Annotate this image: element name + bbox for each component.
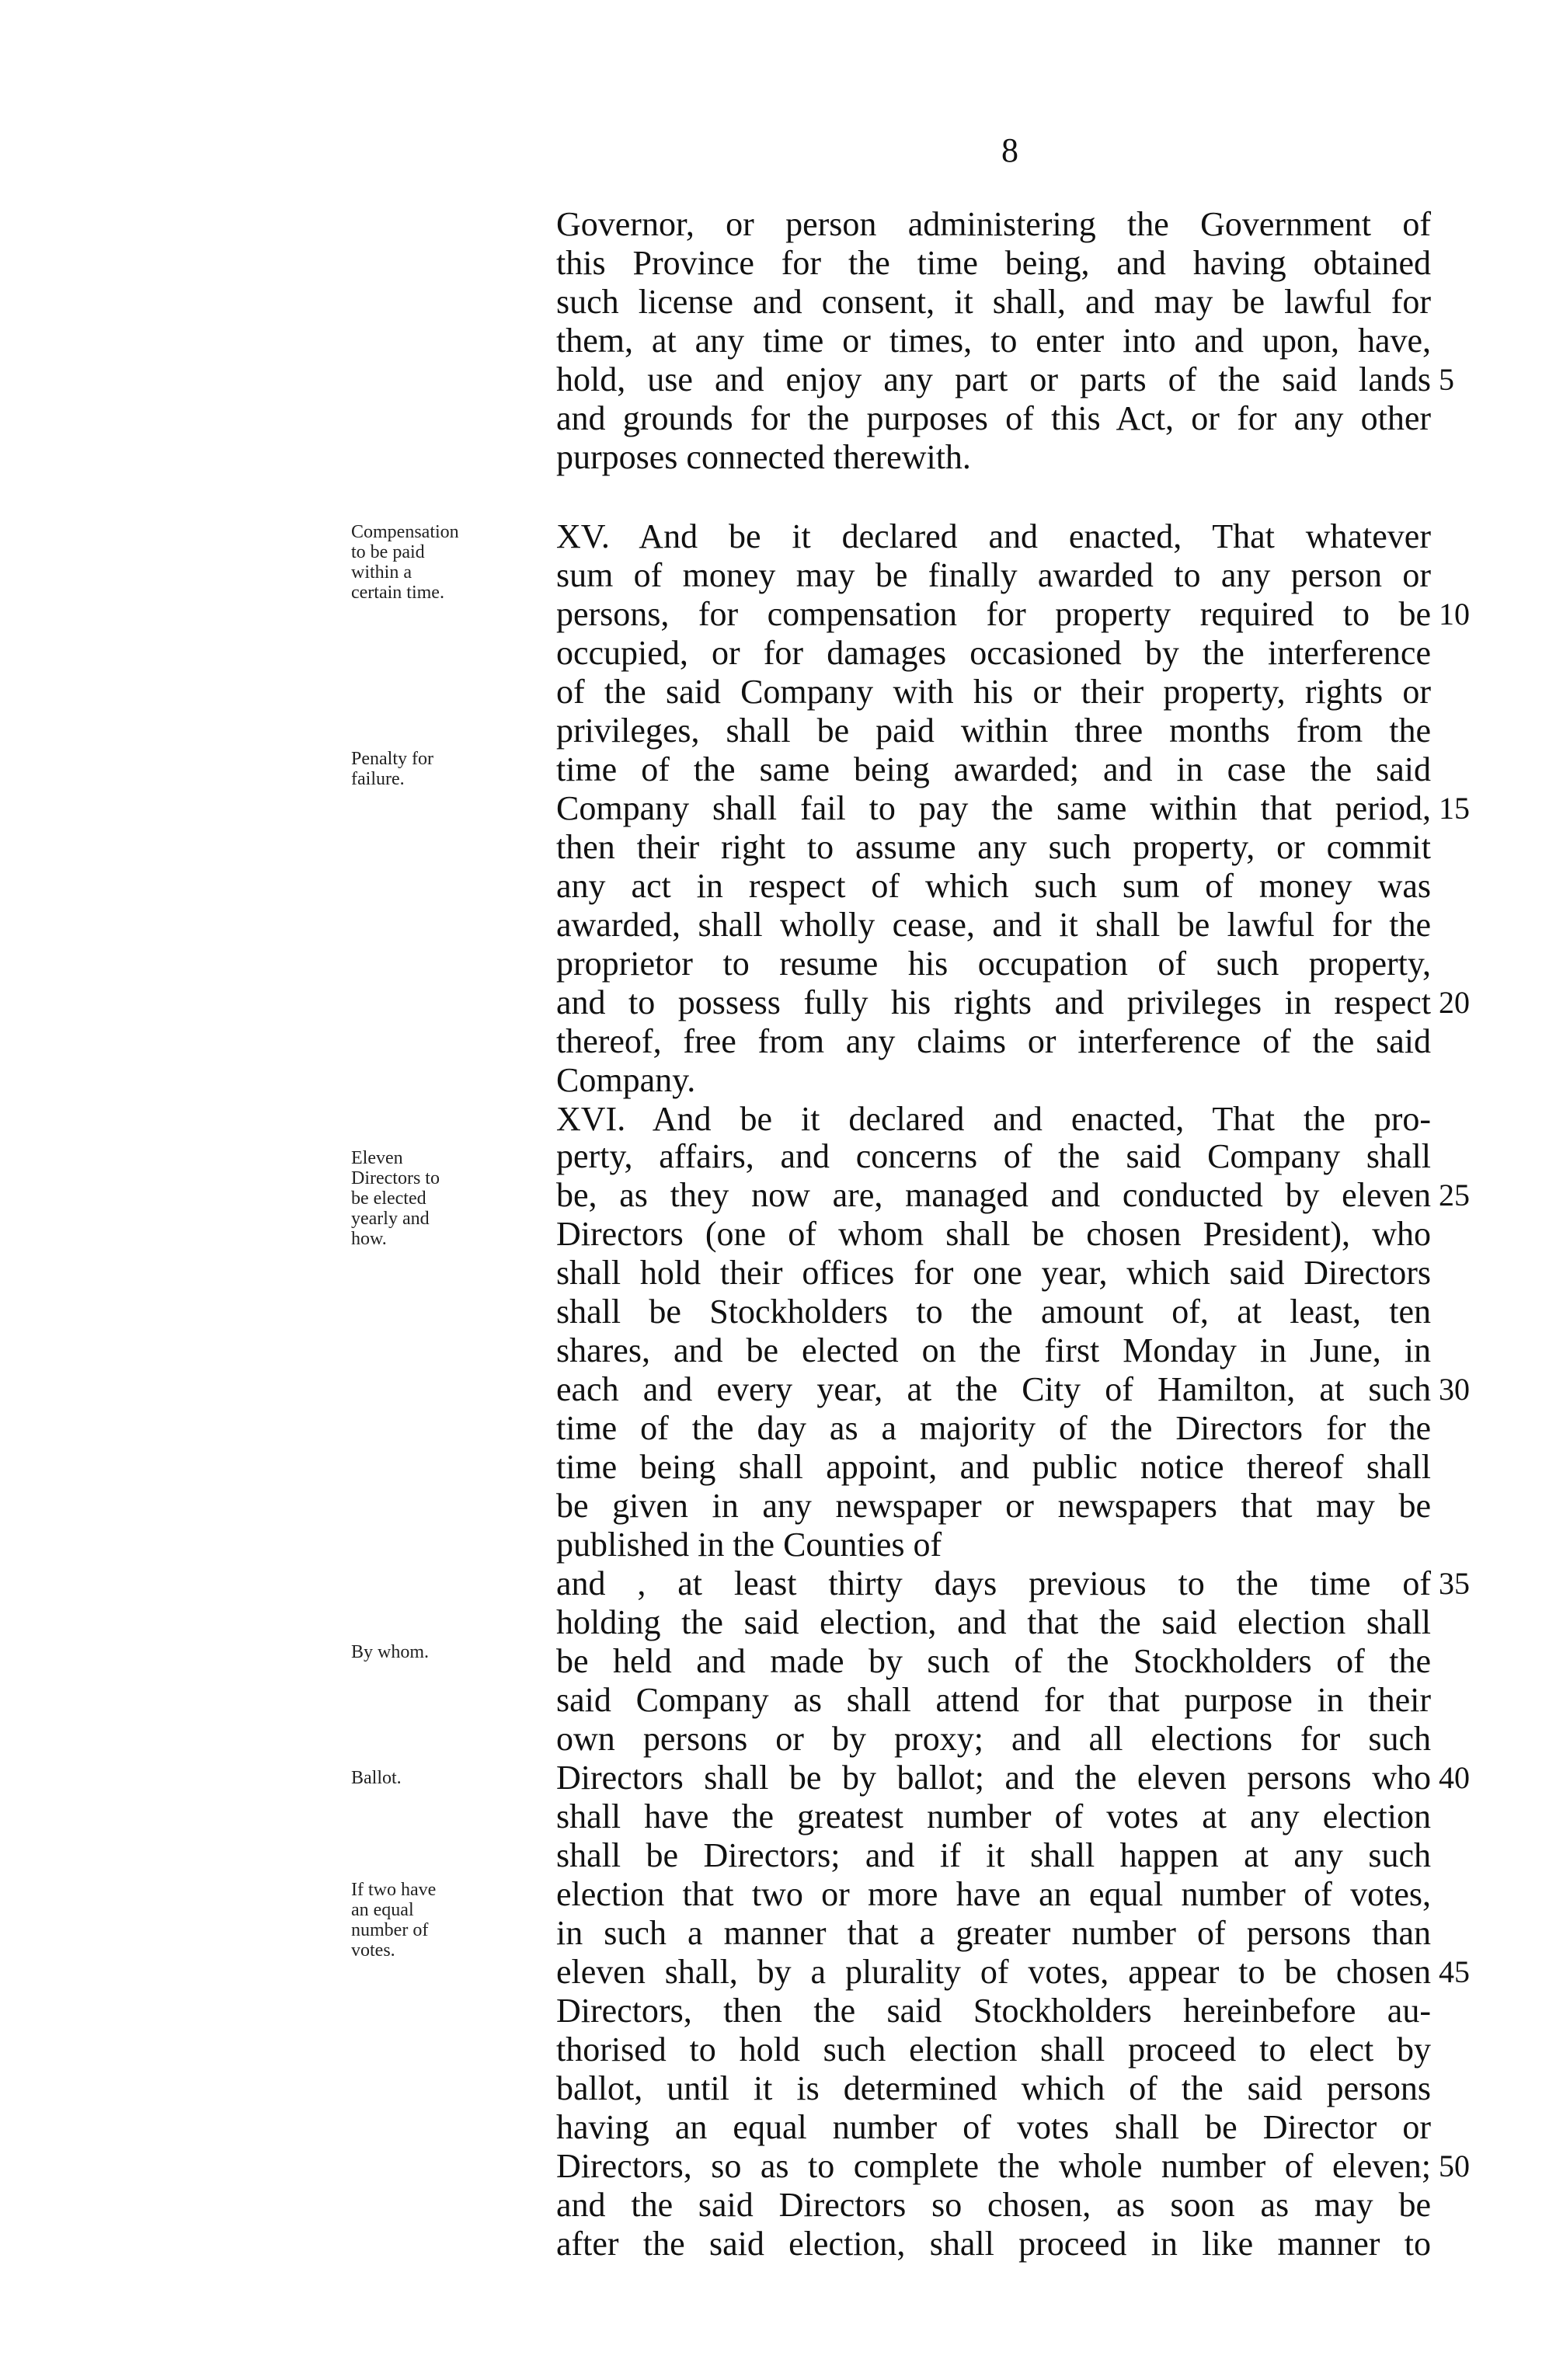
line-number: 35 xyxy=(1439,1566,1470,1601)
text-line: Directors, so as to complete the whole number of eleven; xyxy=(556,2147,1431,2185)
text-line: ballot, until it is determined which of the said persons xyxy=(556,2069,1431,2107)
text-line: awarded, shall wholly cease, and it shall be lawful for the xyxy=(556,906,1431,944)
text-line: be given in any newspaper or newspapers that may be xyxy=(556,1487,1431,1525)
text-line: each and every year, at the City of Hamilton, at such xyxy=(556,1370,1431,1408)
margin-note-line: to be paid xyxy=(351,542,425,562)
margin-note-line: failure. xyxy=(351,769,405,789)
margin-note-line: Compensation xyxy=(351,522,459,542)
margin-note xyxy=(351,522,530,603)
text-line: be, as they now are, managed and conducted by eleven xyxy=(556,1176,1431,1214)
margin-note-line: If two have xyxy=(351,1880,437,1900)
text-line: purposes connected therewith. xyxy=(556,438,971,476)
margin-note-line: within a xyxy=(351,562,412,583)
margin-note-line: votes. xyxy=(351,1940,395,1961)
text-line: published in the Counties of xyxy=(556,1526,942,1564)
text-line: and the said Directors so chosen, as soon as may be xyxy=(556,2186,1431,2224)
margin-note-line: number of xyxy=(351,1920,429,1940)
text-line: own persons or by proxy; and all elections for such xyxy=(556,1720,1431,1758)
text-line: then their right to assume any such property, or commit xyxy=(556,828,1431,866)
text-line: privileges, shall be paid within three months from the xyxy=(556,712,1431,750)
text-line: such license and consent, it shall, and may be lawful for xyxy=(556,283,1431,321)
text-line: Governor, or person administering the Government of xyxy=(556,205,1431,243)
margin-note xyxy=(351,1642,530,1662)
margin-note-line: Directors to xyxy=(351,1168,440,1188)
text-line: thereof, free from any claims or interference of the said xyxy=(556,1022,1431,1060)
text-line: and to possess fully his rights and privileges in respect xyxy=(556,983,1431,1021)
line-number: 15 xyxy=(1439,791,1470,826)
page-number: 8 xyxy=(1001,131,1018,169)
margin-note xyxy=(351,749,530,789)
text-line: Company shall fail to pay the same within that period, xyxy=(556,789,1431,827)
text-line: persons, for compensation for property required to be xyxy=(556,595,1431,633)
text-line: shares, and be elected on the first Monday in June, in xyxy=(556,1331,1431,1369)
text-line: Directors (one of whom shall be chosen President), who xyxy=(556,1215,1431,1253)
line-number: 25 xyxy=(1439,1178,1470,1213)
text-line: XVI. And be it declared and enacted, That the pro- xyxy=(556,1100,1431,1138)
text-line: thorised to hold such election shall proceed to elect by xyxy=(556,2030,1431,2069)
text-line: occupied, or for damages occasioned by the interference xyxy=(556,634,1431,672)
text-line: having an equal number of votes shall be Director or xyxy=(556,2108,1431,2146)
text-line: and grounds for the purposes of this Act, or for any other xyxy=(556,399,1431,437)
margin-note-line: Penalty for xyxy=(351,749,433,769)
line-number: 50 xyxy=(1439,2149,1470,2183)
text-line: time of the day as a majority of the Directors for the xyxy=(556,1409,1431,1447)
text-line: Directors shall be by ballot; and the eleven persons who xyxy=(556,1759,1431,1797)
text-line: holding the said election, and that the said election shall xyxy=(556,1603,1431,1641)
margin-note-line: how. xyxy=(351,1229,387,1249)
line-number: 40 xyxy=(1439,1760,1470,1795)
text-line: any act in respect of which such sum of money was xyxy=(556,867,1431,905)
text-line: XV. And be it declared and enacted, That whatever xyxy=(556,517,1431,555)
margin-note-line: be elected xyxy=(351,1188,426,1209)
margin-note-line: an equal xyxy=(351,1900,414,1920)
margin-note xyxy=(351,1880,530,1961)
margin-note-line: Ballot. xyxy=(351,1768,402,1788)
text-line: election that two or more have an equal number of votes, xyxy=(556,1875,1431,1913)
text-line: proprietor to resume his occupation of such property, xyxy=(556,945,1431,983)
line-number: 20 xyxy=(1439,985,1470,1020)
text-line: hold, use and enjoy any part or parts of the said lands xyxy=(556,360,1431,398)
text-line: shall hold their offices for one year, which said Directors xyxy=(556,1254,1431,1292)
text-line: sum of money may be finally awarded to any person or xyxy=(556,556,1431,594)
text-line: of the said Company with his or their property, rights or xyxy=(556,673,1431,711)
margin-note-line: Eleven xyxy=(351,1148,403,1168)
line-number: 10 xyxy=(1439,597,1470,632)
text-line: shall be Directors; and if it shall happen at any such xyxy=(556,1836,1431,1874)
text-line: said Company as shall attend for that purpose in their xyxy=(556,1681,1431,1719)
margin-note-line: By whom. xyxy=(351,1642,430,1662)
line-number: 30 xyxy=(1439,1372,1470,1407)
line-number: 45 xyxy=(1439,1954,1470,1989)
text-line: in such a manner that a greater number of persons than xyxy=(556,1914,1431,1952)
text-line: this Province for the time being, and having obtained xyxy=(556,244,1431,282)
text-line: and , at least thirty days previous to the time of xyxy=(556,1564,1431,1602)
text-line: time being shall appoint, and public notice thereof shall xyxy=(556,1448,1431,1486)
text-line: after the said election, shall proceed in like manner to xyxy=(556,2225,1431,2263)
text-line: eleven shall, by a plurality of votes, appear to be chosen xyxy=(556,1953,1431,1991)
margin-note-line: certain time. xyxy=(351,583,444,603)
margin-note-line: yearly and xyxy=(351,1209,430,1229)
text-line: perty, affairs, and concerns of the said Company shall xyxy=(556,1137,1431,1175)
text-line: them, at any time or times, to enter into and upon, have, xyxy=(556,322,1431,360)
text-line: be held and made by such of the Stockholders of the xyxy=(556,1642,1431,1680)
margin-note xyxy=(351,1768,530,1788)
text-line: shall have the greatest number of votes at any election xyxy=(556,1797,1431,1835)
margin-note xyxy=(351,1148,530,1249)
text-line: shall be Stockholders to the amount of, at least, ten xyxy=(556,1293,1431,1331)
text-line: time of the same being awarded; and in case the said xyxy=(556,750,1431,788)
text-line: Directors, then the said Stockholders hereinbefore au- xyxy=(556,1992,1431,2030)
line-number: 5 xyxy=(1439,362,1454,397)
text-line: Company. xyxy=(556,1061,696,1099)
